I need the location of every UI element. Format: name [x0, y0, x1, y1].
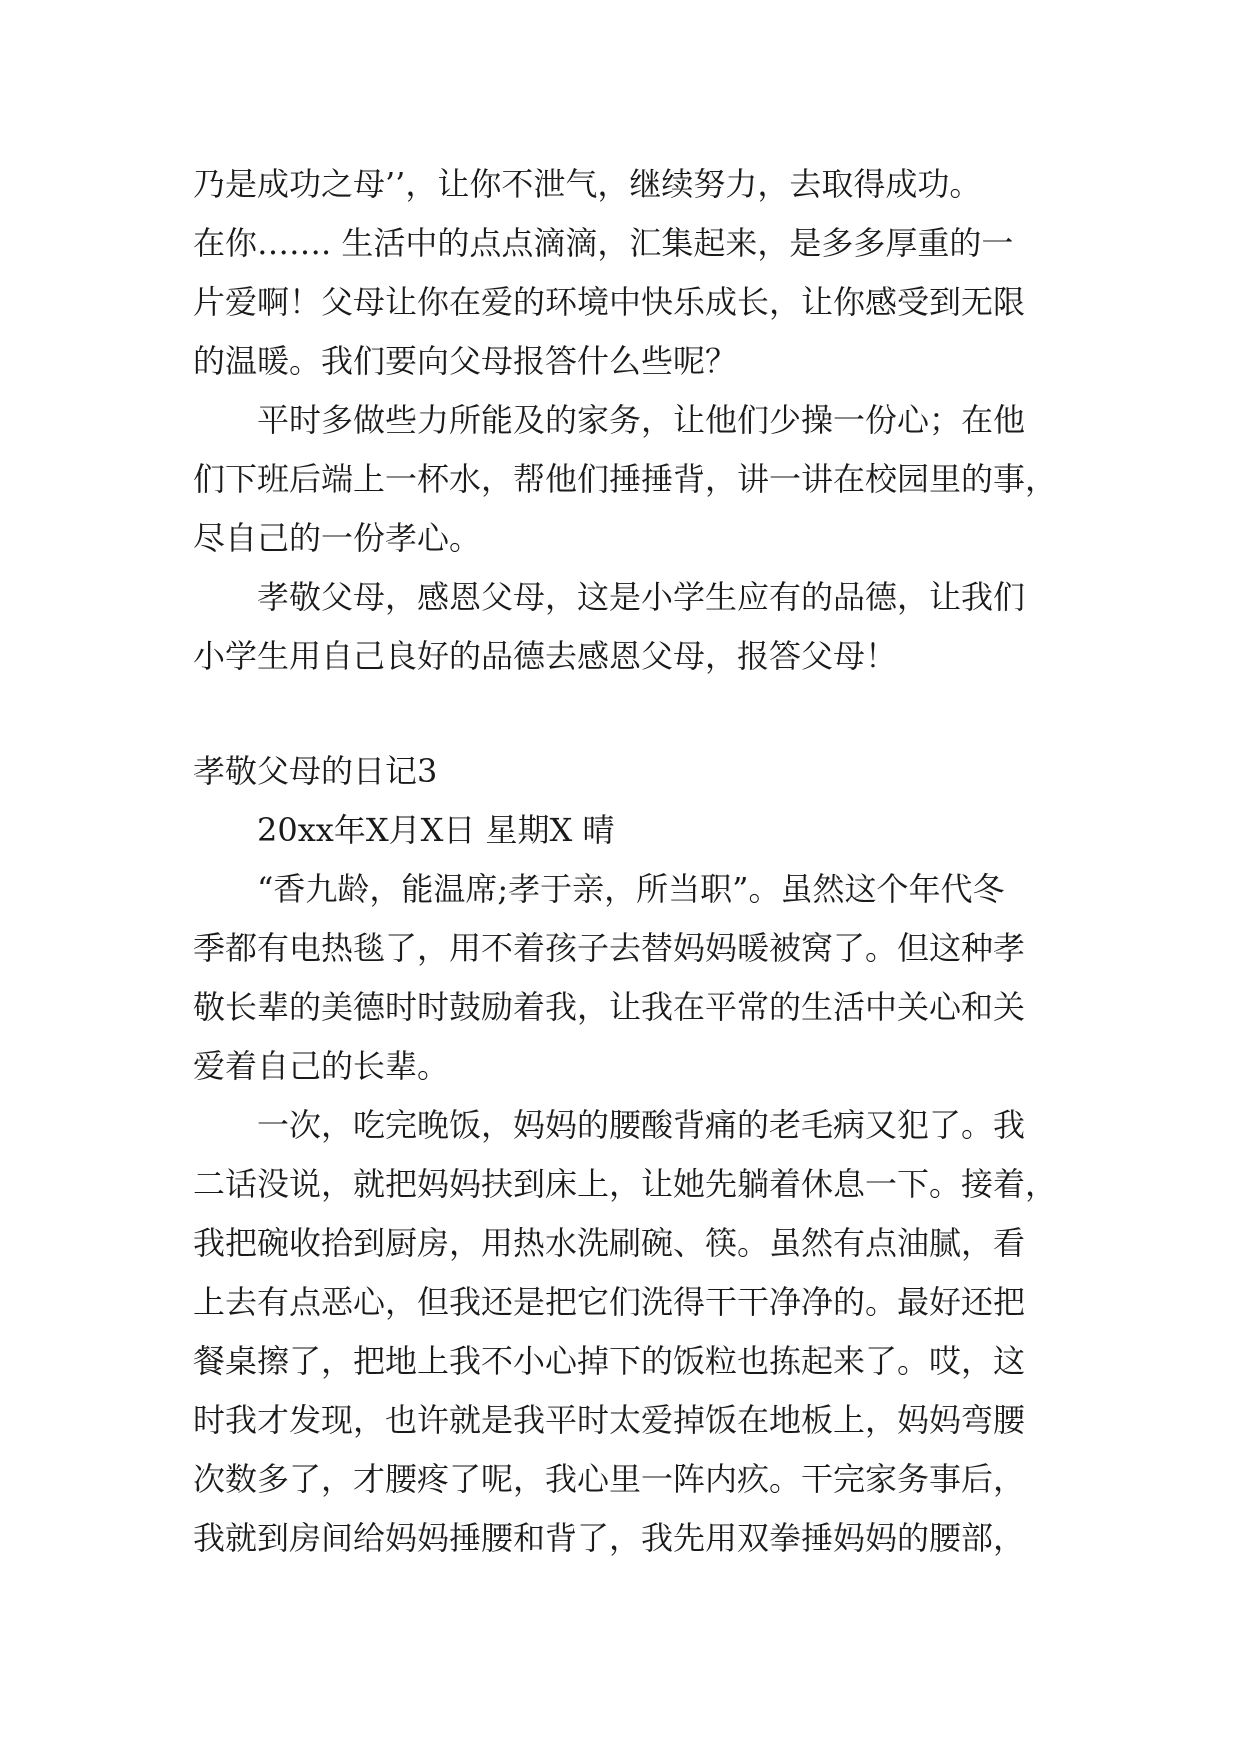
- text-line: 我把碗收拾到厨房，用热水洗刷碗、筷。虽然有点油腻，看: [193, 1224, 1026, 1262]
- date-line: 20xx年X月X日 星期X 晴: [257, 811, 615, 849]
- text-line: 餐桌擦了，把地上我不小心掉下的饭粒也拣起来了。哎，这: [193, 1342, 1026, 1380]
- section-title: 孝敬父母的日记3: [193, 752, 438, 790]
- paragraph: [193, 568, 1053, 686]
- text-line: “香九龄，能温席;孝于亲，所当职”。虽然这个年代冬: [257, 870, 1005, 908]
- text-line: 二话没说，就把妈妈扶到床上，让她先躺着休息一下。接着，: [193, 1165, 1058, 1203]
- text-line: 爱着自己的长辈。: [193, 1047, 450, 1085]
- text-line: 我就到房间给妈妈捶腰和背了，我先用双拳捶妈妈的腰部，: [193, 1519, 1026, 1557]
- text-line: 次数多了，才腰疼了呢，我心里一阵内疚。干完家务事后，: [193, 1460, 1026, 1498]
- paragraph: [193, 391, 1058, 568]
- text-line: 敬长辈的美德时时鼓励着我，让我在平常的生活中关心和关: [193, 988, 1026, 1026]
- text-line: 的温暖。我们要向父母报答什么些呢？: [193, 342, 738, 380]
- text-line: 时我才发现，也许就是我平时太爱掉饭在地板上，妈妈弯腰: [193, 1401, 1026, 1439]
- paragraph: [193, 860, 1053, 1096]
- text-line: 乃是成功之母’’，让你不泄气，继续努力，去取得成功。: [193, 165, 982, 203]
- document-body: [193, 155, 1058, 1568]
- paragraph: [193, 1096, 1058, 1568]
- text-line: 孝敬父母，感恩父母，这是小学生应有的品德，让我们: [257, 578, 1026, 616]
- text-line: 们下班后端上一杯水，帮他们捶捶背，讲一讲在校园里的事，: [193, 460, 1058, 498]
- text-line: 上去有点恶心，但我还是把它们洗得干干净净的。最好还把: [193, 1283, 1026, 1321]
- paragraph-gap: [193, 686, 1053, 742]
- text-line: 小学生用自己良好的品德去感恩父母，报答父母！: [193, 637, 898, 675]
- text-line: 季都有电热毯了，用不着孩子去替妈妈暖被窝了。但这种孝: [193, 929, 1026, 967]
- text-line: 一次，吃完晚饭，妈妈的腰酸背痛的老毛病又犯了。我: [257, 1106, 1026, 1144]
- text-line: 平时多做些力所能及的家务，让他们少操一份心；在他: [257, 401, 1026, 439]
- text-line: 在你……. 生活中的点点滴滴，汇集起来，是多多厚重的一: [193, 224, 1014, 262]
- paragraph: [193, 155, 1053, 391]
- text-line: 片爱啊！父母让你在爱的环境中快乐成长，让你感受到无限: [193, 283, 1026, 321]
- text-line: 尽自己的一份孝心。: [193, 519, 482, 557]
